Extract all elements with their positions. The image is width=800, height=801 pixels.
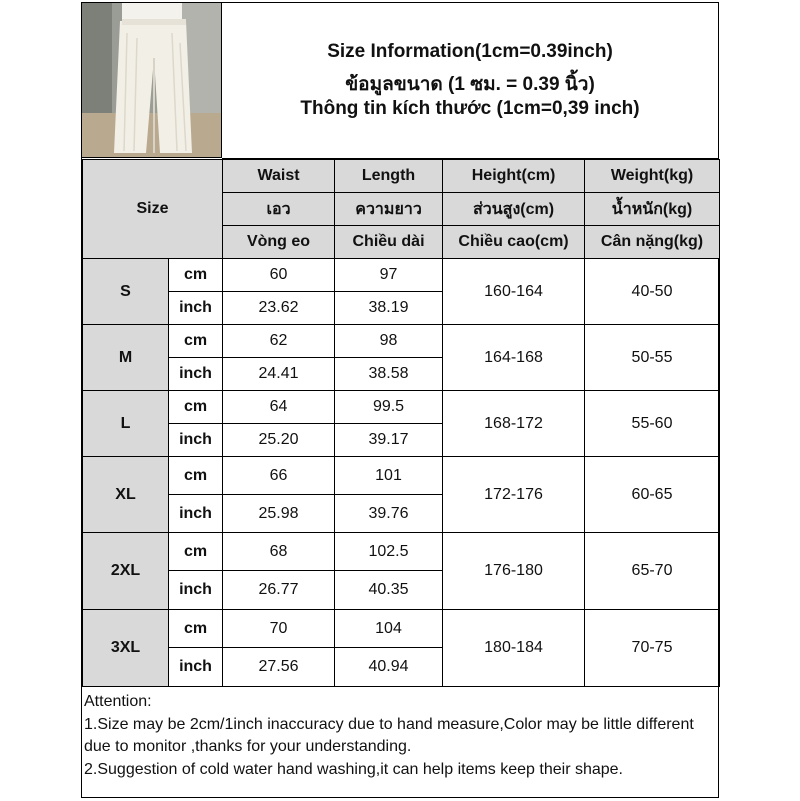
size-label: L (83, 391, 169, 457)
length-header-vi: Chiều dài (335, 226, 443, 259)
weight-value: 55-60 (585, 391, 720, 457)
waist-value: 27.56 (223, 648, 335, 687)
waist-value: 68 (223, 533, 335, 571)
size-label: 3XL (83, 610, 169, 687)
table-row (83, 325, 720, 358)
waist-header-th: เอว (223, 193, 335, 226)
weight-value: 65-70 (585, 533, 720, 610)
size-label: 2XL (83, 533, 169, 610)
length-value: 102.5 (335, 533, 443, 571)
height-value: 176-180 (443, 533, 585, 610)
height-value: 164-168 (443, 325, 585, 391)
height-value: 160-164 (443, 259, 585, 325)
waist-value: 64 (223, 391, 335, 424)
unit-label: cm (169, 325, 223, 358)
unit-label: inch (169, 495, 223, 533)
size-table (82, 159, 720, 687)
table-row (83, 610, 720, 648)
height-header-vi: Chiều cao(cm) (443, 226, 585, 259)
length-value: 97 (335, 259, 443, 292)
height-value: 168-172 (443, 391, 585, 457)
unit-label: cm (169, 457, 223, 495)
table-row (83, 259, 720, 292)
waist-value: 60 (223, 259, 335, 292)
unit-label: cm (169, 533, 223, 571)
length-value: 38.19 (335, 292, 443, 325)
waist-value: 23.62 (223, 292, 335, 325)
title-area (222, 3, 718, 159)
header-row (83, 160, 720, 193)
weight-header-en: Weight(kg) (585, 160, 720, 193)
unit-label: cm (169, 610, 223, 648)
product-photo-image (82, 3, 222, 158)
length-header-en: Length (335, 160, 443, 193)
weight-value: 40-50 (585, 259, 720, 325)
length-value: 98 (335, 325, 443, 358)
length-value: 40.35 (335, 571, 443, 610)
unit-label: inch (169, 358, 223, 391)
attention-note-2: 2.Suggestion of cold water hand washing,it can help items keep their shape. (84, 760, 623, 778)
size-header: Size (83, 160, 223, 259)
length-value: 40.94 (335, 648, 443, 687)
length-header-th: ความยาว (335, 193, 443, 226)
height-value: 180-184 (443, 610, 585, 687)
length-value: 39.76 (335, 495, 443, 533)
weight-value: 50-55 (585, 325, 720, 391)
height-header-en: Height(cm) (443, 160, 585, 193)
table-row (83, 457, 720, 495)
waist-header-en: Waist (223, 160, 335, 193)
length-value: 104 (335, 610, 443, 648)
length-value: 39.17 (335, 424, 443, 457)
unit-label: cm (169, 259, 223, 292)
weight-value: 60-65 (585, 457, 720, 533)
size-label: XL (83, 457, 169, 533)
table-row (83, 391, 720, 424)
unit-label: inch (169, 571, 223, 610)
table-row (83, 533, 720, 571)
title-thai: ข้อมูลขนาด (1 ซม. = 0.39 นิ้ว) (345, 74, 595, 95)
weight-header-th: น้ำหนัก(kg) (585, 193, 720, 226)
unit-label: cm (169, 391, 223, 424)
waist-value: 25.98 (223, 495, 335, 533)
unit-label: inch (169, 424, 223, 457)
weight-value: 70-75 (585, 610, 720, 687)
size-label: S (83, 259, 169, 325)
length-value: 38.58 (335, 358, 443, 391)
height-value: 172-176 (443, 457, 585, 533)
waist-value: 66 (223, 457, 335, 495)
waist-value: 62 (223, 325, 335, 358)
attention-notes (84, 691, 714, 781)
waist-value: 25.20 (223, 424, 335, 457)
attention-heading: Attention: (84, 693, 152, 710)
waist-value: 26.77 (223, 571, 335, 610)
waist-value: 24.41 (223, 358, 335, 391)
waist-value: 70 (223, 610, 335, 648)
size-label: M (83, 325, 169, 391)
attention-note-1: 1.Size may be 2cm/1inch inaccuracy due to hand measure,Color may be little different due to monitor ,thanks for your understanding. (84, 715, 694, 755)
title-vietnamese: Thông tin kích thước (1cm=0,39 inch) (300, 98, 640, 119)
product-photo (82, 3, 222, 158)
height-header-th: ส่วนสูง(cm) (443, 193, 585, 226)
weight-header-vi: Cân nặng(kg) (585, 226, 720, 259)
length-value: 99.5 (335, 391, 443, 424)
unit-label: inch (169, 648, 223, 687)
waist-header-vi: Vòng eo (223, 226, 335, 259)
unit-label: inch (169, 292, 223, 325)
length-value: 101 (335, 457, 443, 495)
title-english: Size Information(1cm=0.39inch) (327, 41, 613, 62)
